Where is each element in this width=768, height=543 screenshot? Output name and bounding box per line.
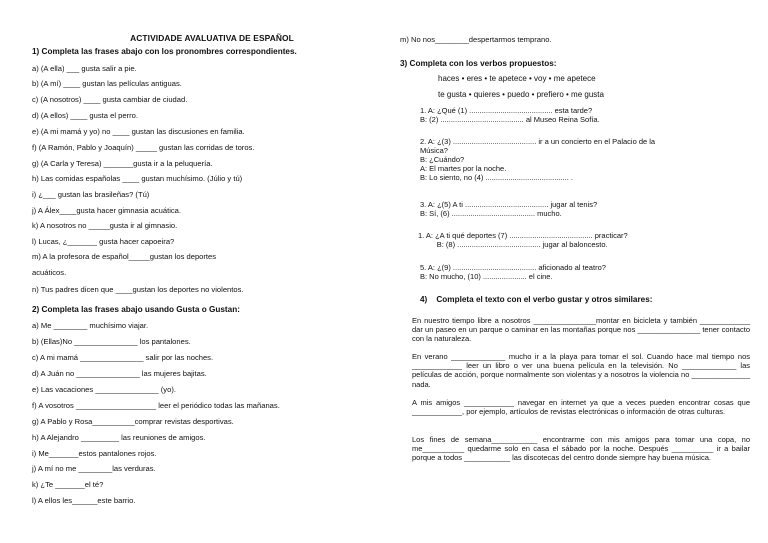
s1-item: n) Tus padres dicen que ____gustan los deportes no violentos.: [32, 285, 244, 294]
dialog-5: [420, 263, 606, 281]
s4-paragraph: A mis amigos ____________ navegar en internet ya que a veces pueden encontrar cosas que ____________, por ejemplo, artículos de revistas electrónicas o información de otras culturas.: [412, 398, 750, 417]
dialog-line: 1. A: ¿Qué (1) ........................................ esta tarde?: [420, 106, 593, 115]
section3-heading: 3) Completa con los verbos propuestos:: [400, 59, 557, 68]
dialog-line: 1. A: ¿A ti qué deportes (7) ........................................ practicar?: [418, 231, 628, 240]
s2-item: i) Me_______estos pantalones rojos.: [32, 449, 157, 458]
s4-paragraph: Los fines de semana___________ encontrarme con mis amigos para tomar una copa, no me__________ quedarme solo en casa el sábado por la noche. Después __________ ir a bailar porque a todos ___________ las discotecas del centro donde siempre hay buena música.: [412, 435, 750, 463]
dialog-3: [420, 200, 597, 218]
s2-item: g) A Pablo y Rosa__________comprar revistas desportivas.: [32, 417, 234, 426]
dialog-line: B: (8) ........................................ jugar al baloncesto.: [418, 240, 608, 249]
verb-list-line-1: haces • eres • te apetece • voy • me apetece: [438, 74, 596, 83]
dialog-line: Música?: [420, 146, 448, 155]
s1-item: h) Las comidas españolas ____ gustan muchísimo. (Júlio y tú): [32, 174, 243, 183]
s2-item: a) Me ________ muchísimo viajar.: [32, 321, 149, 330]
dialog-line: A: El martes por la noche.: [420, 164, 507, 173]
dialog-1: [420, 106, 600, 124]
s2-item: f) A vosotros ___________________ leer el periódico todas las mañanas.: [32, 401, 280, 410]
s2-item: j) A mí no me ________las verduras.: [32, 464, 156, 473]
dialog-line: B: Sí, (6) ........................................ mucho.: [420, 209, 562, 218]
dialog-line: 2. A: ¿(3) ........................................ ir a un concierto en el Palacio de la: [420, 137, 656, 146]
s1-item: e) (A mi mamá y yo) no ____ gustan las discusiones en familia.: [32, 127, 245, 136]
dialog-line: B: (2) ........................................ al Museo Reina Sofía.: [420, 115, 600, 124]
dialog-line: 5. A: ¿(9) ........................................ aficionado al teatro?: [420, 263, 606, 272]
section2-heading: 2) Completa las frases abajo usando Gusta o Gustan:: [32, 305, 240, 314]
s4-paragraph: En nuestro tiempo libre a nosotros _______________montar en bicicleta y también ____________ dar un paseo en un parque o caminar en las montañas porque nos _______________ tener contacto con la naturaleza.: [412, 316, 750, 344]
s1-item: m) A la profesora de español_____gustan los deportes: [32, 252, 217, 261]
s1-item: g) (A Carla y Teresa) _______gusta ir a la peluquería.: [32, 159, 213, 168]
section1-heading: 1) Completa las frases abajo con los pronombres correspondientes.: [32, 47, 297, 56]
s2-item-m: m) No nos________despertarmos temprano.: [400, 35, 552, 44]
s1-item: b) (A mí) ____ gustan las películas antiguas.: [32, 79, 182, 88]
s2-item: d) A Juán no _______________ las mujeres bajitas.: [32, 369, 207, 378]
s2-item: k) ¿Te _______el té?: [32, 480, 104, 489]
s1-item: a) (A ella) ___ gusta salir a pie.: [32, 64, 137, 73]
s1-item: d) (A ellos) ____ gusta el perro.: [32, 111, 138, 120]
section4-heading: 4) Completa el texto con el verbo gustar y otros similares:: [420, 295, 653, 304]
s1-item: i) ¿___ gustan las brasileñas? (Tú): [32, 190, 150, 199]
s1-item: k) A nosotros no _____gusta ir al gimnasio.: [32, 221, 178, 230]
dialog-line: B: No mucho, (10) ..................... el cine.: [420, 272, 553, 281]
s2-item: b) (Ellas)No _______________ los pantalones.: [32, 337, 191, 346]
s1-item: acuáticos.: [32, 268, 67, 277]
s4-paragraph: En verano _____________ mucho ir a la playa para tomar el sol. Cuando hace mal tiempo nos ____________ leer un libro o ver una buena película en la televisión. No _____________ las películas de acción, porque normalmente son violentas y a nosotros la violencia no ______________ nada.: [412, 352, 750, 389]
s1-item: c) (A nosotros) ____ gusta cambiar de ciudad.: [32, 95, 188, 104]
dialog-2: [420, 137, 738, 182]
dialog-4: [418, 231, 628, 249]
page-title: ACTIVIDADE AVALUATIVA DE ESPAÑOL: [130, 33, 294, 43]
dialog-line: 3. A: ¿(5) A ti ........................................ jugar al tenis?: [420, 200, 598, 209]
verb-list-line-2: te gusta • quieres • puedo • prefiero • me gusta: [438, 90, 604, 99]
s2-item: c) A mi mamá _______________ salir por las noches.: [32, 353, 214, 362]
s2-item: h) A Alejandro _________ las reuniones de amigos.: [32, 433, 206, 442]
s1-item: l) Lucas, ¿_______ gusta hacer capoeira?: [32, 237, 175, 246]
s1-item: j) A Álex____gusta hacer gimnasia acuática.: [32, 206, 182, 215]
s1-item: f) (A Ramón, Pablo y Joaquín) _____ gustan las corridas de toros.: [32, 143, 255, 152]
dialog-line: B: ¿Cuándo?: [420, 155, 465, 164]
s2-item: l) A ellos les______este barrio.: [32, 496, 136, 505]
dialog-line: B: Lo siento, no (4) ........................................ .: [420, 173, 573, 182]
s2-item: e) Las vacaciones _______________ (yo).: [32, 385, 176, 394]
